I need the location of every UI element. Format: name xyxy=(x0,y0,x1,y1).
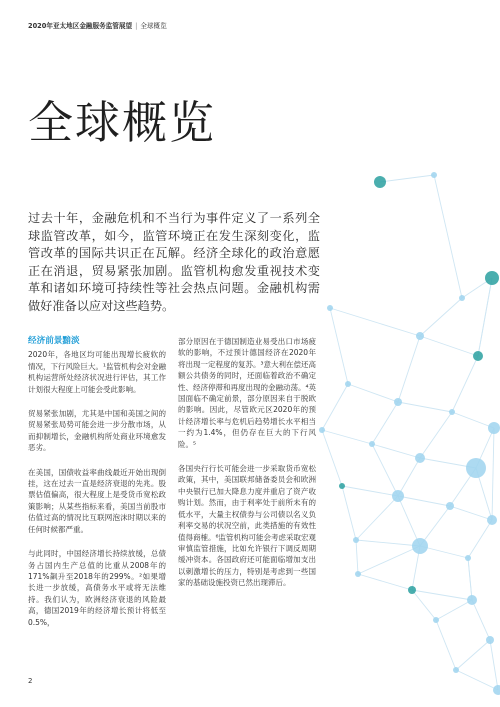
network-link xyxy=(450,506,492,520)
network-link xyxy=(342,486,398,496)
network-link xyxy=(348,384,398,402)
network-link xyxy=(452,412,494,428)
network-link xyxy=(450,468,476,506)
network-link xyxy=(492,428,494,520)
network-link xyxy=(468,558,472,600)
network-link xyxy=(472,600,490,640)
network-node xyxy=(486,636,494,644)
network-node xyxy=(433,617,439,623)
network-link xyxy=(380,175,434,182)
network-link xyxy=(372,444,398,496)
network-link xyxy=(356,496,398,540)
right-column xyxy=(178,336,316,602)
page-title: 全球概览 xyxy=(28,96,217,149)
network-node xyxy=(493,685,500,695)
network-link xyxy=(478,278,492,356)
body-paragraph: 2020年，各地区均可能出现增长疲软的情况，下行风险巨大。¹监管机构会对金融机构运营所处经济状况进行评估，其工作计划很大程度上可能会受此影响。 xyxy=(28,350,167,394)
network-node xyxy=(465,555,471,561)
network-node xyxy=(355,571,361,577)
network-link xyxy=(322,430,342,486)
section-title: 经济前景黯淡 xyxy=(28,336,80,346)
network-link xyxy=(412,546,420,590)
network-link xyxy=(434,175,462,298)
network-link xyxy=(420,298,462,336)
network-link xyxy=(330,308,420,336)
network-node xyxy=(459,295,465,301)
network-node xyxy=(431,172,437,178)
network-node xyxy=(415,453,425,463)
network-link xyxy=(468,520,492,558)
report-title: 2020年亚太地区金融服务监管展望 xyxy=(28,22,133,30)
body-paragraph: 在美国，国债收益率曲线最近开始出现倒挂，这在过去一直是经济衰退的先兆。股票估值偏高，很大程度上是受货币宽松政策影响；从某些指标来看，美国当前股市估值过高的情况比互联网泡沫时期以来的任何时候都严重。 xyxy=(28,467,166,534)
network-node xyxy=(466,458,486,478)
network-node xyxy=(339,483,345,489)
network-link xyxy=(462,278,492,298)
running-header xyxy=(28,20,167,30)
network-link xyxy=(398,402,452,412)
network-node xyxy=(327,305,333,311)
network-node xyxy=(392,490,404,502)
network-link xyxy=(372,402,398,444)
network-link xyxy=(478,278,492,356)
body-paragraph: 各国央行行长可能会进一步采取货币宽松政策，其中，美国联邦储备委员会和欧洲中央银行已加大降息力度并重启了资产收购计划。然而，由于利率处于前所未有的低水平，大量主权债券与公司债以名义负利率交易的状况空前，此类措施的有效性值得商榷。⁶监管机构可能会考虑采取宏观审慎监管措施，比如允许银行下调反周期缓冲资本。各国政府还可能面临增加支出以刺激增长的压力，特别是考虑到一些国家的基础设施投资已然出现滞后。 xyxy=(178,464,317,588)
network-link xyxy=(358,546,420,574)
network-lines xyxy=(322,175,498,690)
network-node xyxy=(319,427,325,433)
network-link xyxy=(476,428,494,468)
network-link xyxy=(420,336,478,356)
network-link xyxy=(330,308,348,384)
network-node xyxy=(416,332,424,340)
network-link xyxy=(342,486,356,540)
network-link xyxy=(322,430,372,444)
network-nodes xyxy=(319,172,500,695)
network-link xyxy=(456,640,490,670)
network-link xyxy=(420,506,450,546)
header-section: 全球概览 xyxy=(140,22,167,30)
network-link xyxy=(412,590,436,620)
network-link xyxy=(412,590,472,600)
page-number: 2 xyxy=(28,677,33,685)
network-node xyxy=(369,441,375,447)
network-node xyxy=(412,538,428,554)
network-node xyxy=(374,176,386,188)
body-paragraph: 与此同时，中国经济增长持续放缓，总债务占国内生产总值的比重从2008年的171%飙升至2018年的299%。²如果增长进一步放缓，高债务水平或将无法维持。我们认为，欧洲经济衰退的风险最高，德国2019年的经济增长预计将低至0.5%， xyxy=(28,549,166,627)
network-node xyxy=(446,502,454,510)
network-node xyxy=(485,271,499,285)
network-link xyxy=(372,444,420,458)
network-node xyxy=(353,537,359,543)
network-link xyxy=(356,540,358,574)
network-link xyxy=(452,356,478,412)
network-link xyxy=(456,670,498,690)
network-node xyxy=(408,586,416,594)
network-node xyxy=(394,398,402,406)
network-link xyxy=(420,546,468,558)
network-link xyxy=(398,336,420,402)
network-node xyxy=(453,667,459,673)
network-link xyxy=(420,458,476,468)
network-link xyxy=(358,574,412,590)
network-link xyxy=(398,458,420,496)
network-link xyxy=(356,540,420,546)
network-link xyxy=(398,496,450,506)
header-separator: | xyxy=(135,22,138,30)
network-link xyxy=(490,640,498,690)
network-link xyxy=(420,412,452,458)
left-column xyxy=(28,336,166,641)
network-link xyxy=(436,600,472,620)
network-node xyxy=(449,409,455,415)
network-node xyxy=(488,422,500,434)
network-node xyxy=(345,381,351,387)
intro-paragraph: 过去十年，金融危机和不当行为事件定义了一系列全球监管改革，如今，监管环境正在发生深刻变化，监管改革的国际共识正在瓦解。经济全球化的政治意愿正在消退，贸易紧张加剧。监管机构愈发重视技术变革和诸如环境可持续性等社会热点问题。金融机构需做好准备以应对这些趋势。 xyxy=(28,211,320,313)
network-link xyxy=(398,496,420,546)
network-node xyxy=(487,515,497,525)
network-link xyxy=(322,384,348,430)
network-node xyxy=(473,351,483,361)
body-paragraph: 部分原因在于德国制造业易受出口市场疲软的影响，不过预计德国经济在2020年将出现一定程度的复苏。³意大利在偿还高额公共债务的同时，还面临着政治不确定性、经济停滞和再度出现的金融动荡。⁴英国面临不确定前景，部分原因来自于脱欧的影响。因此，尽管欧元区2020年的预计经济增长率与危机后趋势增长水平相当一约为1.4%，但仍存在巨大的下行风险。⁵ xyxy=(178,337,317,449)
network-node xyxy=(467,595,477,605)
network-link xyxy=(436,620,456,670)
network-link xyxy=(468,558,472,600)
body-paragraph: 贸易紧张加剧，尤其是中国和美国之间的贸易紧张局势可能会进一步分散市场，从而抑制增长，金融机构所处商业环境愈发恶劣。 xyxy=(28,409,166,453)
network-link xyxy=(476,468,492,520)
